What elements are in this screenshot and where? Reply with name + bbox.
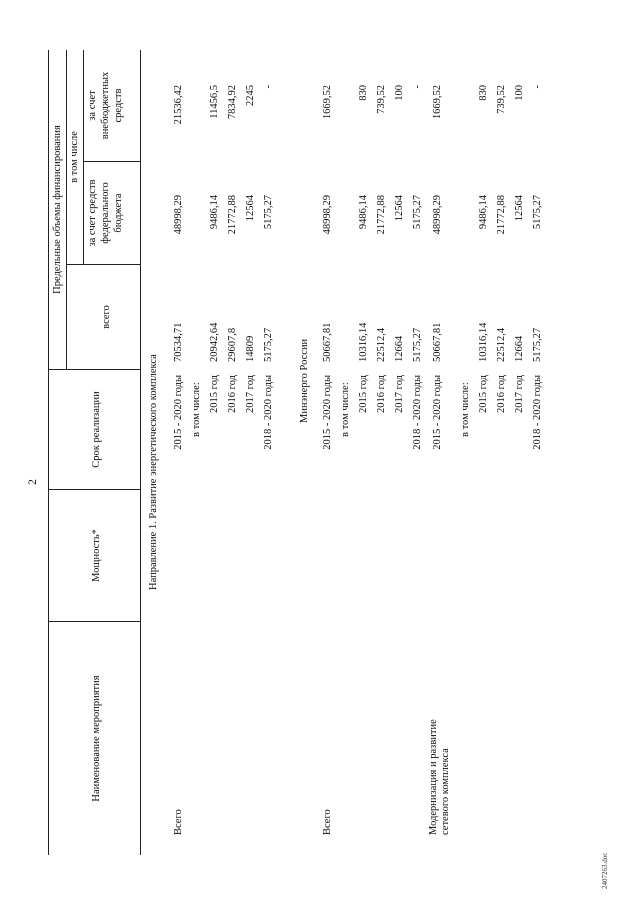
row-total: 12664 [394,335,405,362]
row-period: 2015 - 2020 годы [432,375,443,450]
row-total: 22512,4 [376,327,387,362]
row-period: 2018 - 2020 годы [412,375,423,450]
row-period: 2016 год [376,375,387,413]
row-extra: 100 [394,85,405,101]
row-federal: 48998,29 [322,195,333,235]
header-incl: в том числе [69,131,80,183]
row-period: 2015 год [478,375,489,413]
row-extra: 11456,5 [209,85,220,119]
row-extra: 830 [478,85,489,101]
row-subheading: в том числе: [191,382,202,437]
row-extra: 739,52 [496,85,507,114]
header-period: Срок реализации [91,391,102,468]
row-extra: 1669,52 [322,85,333,120]
header-power: Мощность* [91,529,102,582]
row-federal: 9486,14 [209,195,220,230]
row-extra: 1669,52 [432,85,443,120]
page-number: 2 [25,479,39,485]
row-total: 5175,27 [412,327,423,362]
row-period: 2016 год [227,375,238,413]
row-name-line-2: сетевого комплекса [440,748,451,835]
header-extra-3: средств [113,88,124,123]
incl-underline [83,50,84,265]
row-total: 22512,4 [496,327,507,362]
row-total: 20942,64 [209,322,220,362]
row-period: 2017 год [394,375,405,413]
row-federal: 21772,88 [496,195,507,235]
row-extra: 830 [358,85,369,101]
header-extra-2: внебюджетных [100,71,111,140]
row-total: 5175,27 [263,327,274,362]
row-total: 14809 [245,335,256,362]
header-volumes: Предельные объемы финансирования [52,125,63,294]
row-period: 2015 - 2020 годы [322,375,333,450]
row-total: 70534,71 [173,322,184,362]
footer-doc-code: 2407263.doc [601,852,609,889]
header-federal-1: за счет средств [87,179,98,247]
row-period: 2015 - 2020 годы [173,375,184,450]
row-extra: - [412,85,423,89]
row-total: 50667,81 [432,322,443,362]
row-federal: 21772,88 [227,195,238,235]
row-federal: 9486,14 [478,195,489,230]
row-period: 2017 год [245,375,256,413]
header-bottom-border [140,50,141,855]
row-total: 5175,27 [532,327,543,362]
row-total: 12664 [514,335,525,362]
volumes-underline [66,50,67,370]
row-name: Всего [322,809,333,835]
row-federal: 12564 [394,195,405,222]
header-extra-1: за счет [87,90,98,121]
row-total: 29607,8 [227,327,238,362]
row-federal: 5175,27 [263,195,274,230]
row-period: 2016 год [496,375,507,413]
row-subheading: в том числе: [460,382,471,437]
row-extra: 21536,42 [173,85,184,125]
row-federal: 5175,27 [412,195,423,230]
row-total: 10316,14 [478,322,489,362]
row-extra: 2245 [245,85,256,106]
row-extra: 100 [514,85,525,101]
row-extra: 7834,92 [227,85,238,120]
row-federal: 48998,29 [173,195,184,235]
row-period: 2015 год [358,375,369,413]
header-top-border [48,50,49,855]
header-total: всего [101,305,112,329]
row-federal: 48998,29 [432,195,443,235]
row-name: Всего [173,809,184,835]
row-period: 2015 год [209,375,220,413]
row-federal: 5175,27 [532,195,543,230]
row-total: 50667,81 [322,322,333,362]
row-extra: - [532,85,543,89]
row-federal: 21772,88 [376,195,387,235]
row-federal: 12564 [245,195,256,222]
row-name-line-1: Модернизация и развитие [428,719,439,835]
row-total: 10316,14 [358,322,369,362]
row-federal: 12564 [514,195,525,222]
row-subheading: в том числе: [340,382,351,437]
header-federal-3: бюджета [113,193,124,233]
header-federal-2: федерального [100,182,111,244]
ministry-title: Минэнерго России [299,338,310,423]
header-name: Наименование мероприятия [91,675,102,802]
row-period: 2018 - 2020 годы [532,375,543,450]
row-extra: 739,52 [376,85,387,114]
row-extra: - [263,85,274,89]
row-period: 2018 - 2020 годы [263,375,274,450]
row-federal: 9486,14 [358,195,369,230]
section-title: Направление 1. Развитие энергетического комплекса [148,354,159,590]
row-period: 2017 год [514,375,525,413]
